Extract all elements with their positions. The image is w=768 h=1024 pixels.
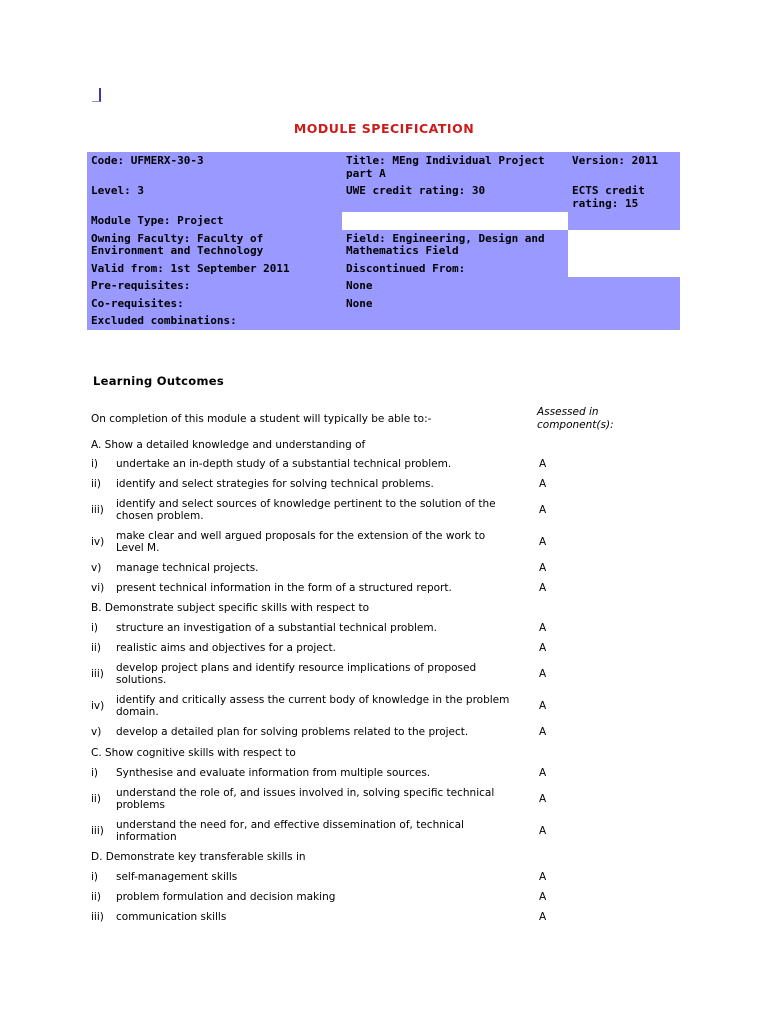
spec-level: Level: 3 xyxy=(87,182,342,212)
outcome-item xyxy=(0,622,768,634)
outcome-text: manage technical projects. xyxy=(116,562,259,574)
outcome-number: iii) xyxy=(91,668,104,680)
outcome-number: ii) xyxy=(91,478,101,490)
spec-row-faculty xyxy=(87,230,680,260)
spec-owning-faculty: Owning Faculty: Faculty of Environment and Technology xyxy=(87,230,342,260)
spec-empty-cell xyxy=(568,230,680,278)
outcome-assessed-component: A xyxy=(539,478,547,490)
spec-ects-credit: ECTS credit rating: 15 xyxy=(568,182,680,212)
outcome-section-title: C. Show cognitive skills with respect to xyxy=(91,747,296,759)
outcome-item xyxy=(0,530,768,554)
outcome-number: v) xyxy=(91,562,102,574)
outcome-number: i) xyxy=(91,458,99,470)
outcome-item xyxy=(0,582,768,594)
outcome-text: understand the need for, and effective dissemination of, technical information xyxy=(116,819,464,843)
outcome-text: identify and critically assess the current body of knowledge in the problem domain. xyxy=(116,694,510,718)
outcome-text: Synthesise and evaluate information from multiple sources. xyxy=(116,767,431,779)
outcome-number: vi) xyxy=(91,582,105,594)
outcome-section-title: B. Demonstrate subject specific skills with respect to xyxy=(91,602,370,614)
spec-version: Version: 2011 xyxy=(568,152,680,182)
spec-code: Code: UFMERX-30-3 xyxy=(87,152,342,182)
outcome-item xyxy=(0,911,768,923)
outcome-number: i) xyxy=(91,622,99,634)
outcome-section-title: A. Show a detailed knowledge and understanding of xyxy=(91,439,366,451)
outcome-item xyxy=(0,478,768,490)
outcome-assessed-component: A xyxy=(539,562,547,574)
outcome-assessed-component: A xyxy=(539,726,547,738)
outcome-number: i) xyxy=(91,767,99,779)
outcome-number: iii) xyxy=(91,825,104,837)
spec-module-type: Module Type: Project xyxy=(87,212,342,230)
outcome-assessed-component: A xyxy=(539,767,547,779)
spec-discontinued-from: Discontinued From: xyxy=(342,260,568,278)
outcome-assessed-component: A xyxy=(539,891,547,903)
outcome-number: ii) xyxy=(91,642,101,654)
spec-title: Title: MEng Individual Project part A xyxy=(342,152,568,182)
outcome-text: self-management skills xyxy=(116,871,238,883)
spec-corequisites-label: Co-requisites: xyxy=(87,295,342,313)
outcome-assessed-component: A xyxy=(539,700,547,712)
module-spec-table xyxy=(87,152,680,330)
outcome-number: v) xyxy=(91,726,102,738)
outcome-item xyxy=(0,562,768,574)
outcome-assessed-component: A xyxy=(539,536,547,548)
outcome-number: iii) xyxy=(91,911,104,923)
outcome-item xyxy=(0,819,768,843)
outcome-number: iii) xyxy=(91,504,104,516)
outcome-assessed-component: A xyxy=(539,793,547,805)
spec-row-module-type xyxy=(87,212,680,230)
outcome-item xyxy=(0,498,768,522)
learning-outcomes-intro: On completion of this module a student will typically be able to:- xyxy=(91,413,432,425)
outcome-text: develop project plans and identify resource implications of proposed solutions. xyxy=(116,662,477,686)
outcome-item xyxy=(0,458,768,470)
outcome-number: iv) xyxy=(91,700,105,712)
spec-uwe-credit: UWE credit rating: 30 xyxy=(342,182,568,212)
spec-empty-cell xyxy=(568,277,680,295)
outcome-item xyxy=(0,787,768,811)
outcome-text: make clear and well argued proposals for the extension of the work to Level M. xyxy=(116,530,486,554)
outcome-item xyxy=(0,891,768,903)
outcome-text: understand the role of, and issues involved in, solving specific technical problems xyxy=(116,787,495,811)
outcome-assessed-component: A xyxy=(539,871,547,883)
outcome-assessed-component: A xyxy=(539,642,547,654)
outcome-assessed-component: A xyxy=(539,668,547,680)
outcome-number: i) xyxy=(91,871,99,883)
spec-empty-cell xyxy=(568,295,680,313)
spec-row-code xyxy=(87,152,680,182)
outcome-item xyxy=(0,767,768,779)
spec-row-excluded xyxy=(87,312,680,330)
bookmark-marker-icon xyxy=(92,88,101,102)
outcome-number: ii) xyxy=(91,793,101,805)
outcome-item xyxy=(0,694,768,718)
outcome-text: identify and select strategies for solving technical problems. xyxy=(116,478,434,490)
outcome-text: structure an investigation of a substantial technical problem. xyxy=(116,622,437,634)
outcome-item xyxy=(0,871,768,883)
outcome-assessed-component: A xyxy=(539,582,547,594)
outcome-item xyxy=(0,726,768,738)
outcome-section-title: D. Demonstrate key transferable skills in xyxy=(91,851,306,863)
spec-row-level xyxy=(87,182,680,212)
outcome-assessed-component: A xyxy=(539,622,547,634)
spec-empty-cell xyxy=(342,212,568,230)
outcome-assessed-component: A xyxy=(539,911,547,923)
assessed-column-header: Assessed in component(s): xyxy=(537,406,614,431)
outcome-item xyxy=(0,642,768,654)
spec-corequisites-value: None xyxy=(342,295,568,313)
outcome-assessed-component: A xyxy=(539,504,547,516)
outcome-text: present technical information in the form of a structured report. xyxy=(116,582,452,594)
outcome-text: identify and select sources of knowledge pertinent to the solution of the chosen problem. xyxy=(116,498,496,522)
outcome-item xyxy=(0,662,768,686)
spec-valid-from: Valid from: 1st September 2011 xyxy=(87,260,342,278)
spec-empty-cell xyxy=(568,212,680,230)
outcome-number: iv) xyxy=(91,536,105,548)
spec-excluded-label: Excluded combinations: xyxy=(87,312,680,330)
spec-prerequisites-label: Pre-requisites: xyxy=(87,277,342,295)
spec-prerequisites-value: None xyxy=(342,277,568,295)
outcome-text: problem formulation and decision making xyxy=(116,891,336,903)
outcome-text: communication skills xyxy=(116,911,227,923)
document-title: MODULE SPECIFICATION xyxy=(293,121,475,136)
outcome-assessed-component: A xyxy=(539,825,547,837)
outcome-text: undertake an in-depth study of a substantial technical problem. xyxy=(116,458,452,470)
spec-row-corequisites xyxy=(87,295,680,313)
spec-field: Field: Engineering, Design and Mathematics Field xyxy=(342,230,568,260)
outcome-text: realistic aims and objectives for a project. xyxy=(116,642,336,654)
outcome-text: develop a detailed plan for solving problems related to the project. xyxy=(116,726,469,738)
outcome-assessed-component: A xyxy=(539,458,547,470)
outcome-number: ii) xyxy=(91,891,101,903)
learning-outcomes-heading: Learning Outcomes xyxy=(93,374,225,388)
spec-row-prerequisites xyxy=(87,277,680,295)
